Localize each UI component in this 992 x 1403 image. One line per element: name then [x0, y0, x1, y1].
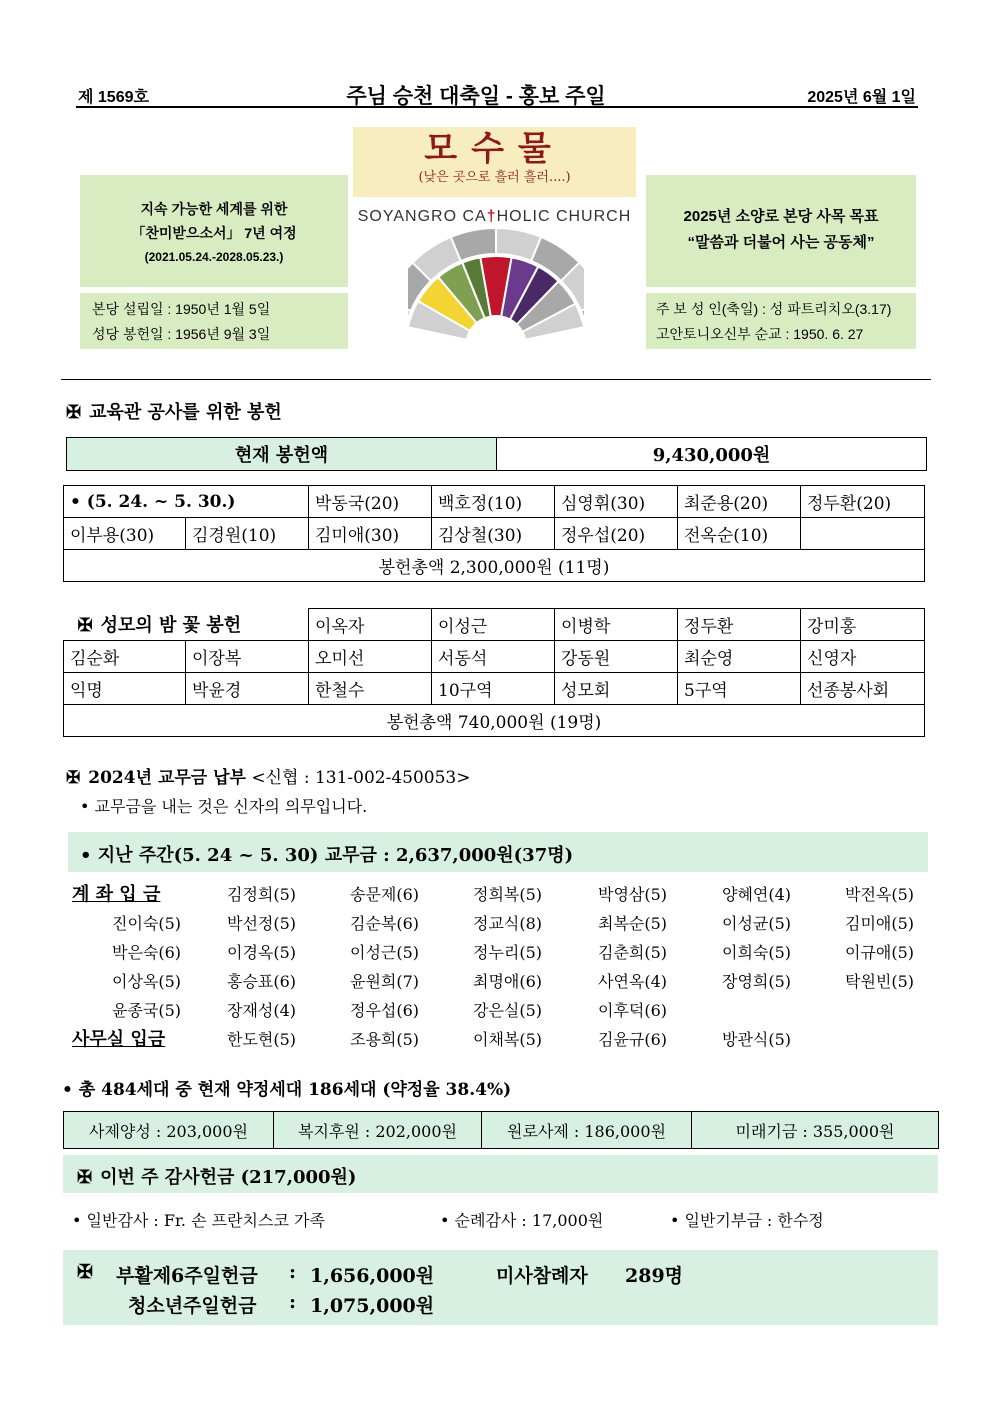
- attendance-label: 미사참례자: [496, 1265, 588, 1287]
- flower-offering-title: [64, 609, 309, 641]
- building-offering-title-text: 교육관 공사를 위한 봉헌: [89, 402, 282, 423]
- donor-cell: 김상철(30): [432, 518, 555, 550]
- colon: :: [289, 1291, 297, 1313]
- fund-priest-training: 사제양성 : 203,000원: [64, 1112, 274, 1149]
- donor-cell: 이부용(30): [64, 518, 186, 550]
- dues-name: 양혜연(4): [722, 885, 792, 904]
- thanks-item: • 순례감사 : 17,000원: [440, 1211, 604, 1230]
- donor-cell: 김순화: [64, 641, 186, 673]
- youth-offering-amount: 1,075,000원: [310, 1295, 435, 1317]
- dues-name: 박선정(5): [227, 914, 297, 933]
- bulletin-subtitle: (낮은 곳으로 흘러 흘러....): [418, 170, 571, 185]
- donor-cell: 이성근: [432, 609, 555, 641]
- offering-period: • (5. 24. ~ 5. 30.): [64, 486, 309, 518]
- laudato-si-box: [80, 175, 348, 287]
- thanks-offering-title-text: 이번 주 감사헌금 (217,000원): [100, 1167, 357, 1188]
- pastoral-goal-box: [646, 175, 916, 287]
- cross-icon: ✠: [77, 1167, 93, 1188]
- dues-name: 정누리(5): [473, 943, 543, 962]
- dues-name: 윤원희(7): [350, 972, 420, 991]
- cross-icon: ✠: [77, 1261, 93, 1283]
- dues-name: 박영삼(5): [598, 885, 668, 904]
- church-name-part1: SOYANGRO CA: [357, 208, 487, 225]
- dues-name: 장영희(5): [722, 972, 792, 991]
- dues-name: 사연옥(4): [598, 972, 668, 991]
- office-dues-name: 김윤규(6): [598, 1030, 668, 1049]
- parish-dates-box: [80, 293, 348, 349]
- office-dues-name: 방관식(5): [722, 1030, 792, 1049]
- dues-name: 최명애(6): [473, 972, 543, 991]
- dues-name: 이상옥(5): [112, 972, 182, 991]
- dues-name: 박전옥(5): [845, 885, 915, 904]
- current-offering-label: 현재 봉헌액: [67, 438, 497, 471]
- donor-cell: 이병학: [555, 609, 678, 641]
- fund-welfare: 복지후원 : 202,000원: [274, 1112, 482, 1149]
- dues-name: 이성균(5): [722, 914, 792, 933]
- building-donors-table-row2: [63, 517, 925, 582]
- donor-cell: 전옥순(10): [678, 518, 801, 550]
- issue-number: 제 1569호: [78, 89, 149, 106]
- donor-cell: 정두환: [678, 609, 801, 641]
- flower-offering-table: [63, 608, 925, 737]
- donor-cell: 백호정(10): [432, 486, 555, 518]
- dues-name: 김미애(5): [845, 914, 915, 933]
- patron-saint: 주 보 성 인(축일) : 성 파트리치오(3.17): [656, 301, 892, 317]
- flower-offering-title-text: 성모의 밤 꽃 봉헌: [100, 615, 242, 637]
- laudato-line2: 「찬미받으소서」 7년 여정: [131, 225, 297, 241]
- founding-date: 본당 설립일 : 1950년 1월 5일: [92, 301, 271, 317]
- donor-cell: 강미홍: [801, 609, 925, 641]
- donor-cell: 5구역: [678, 673, 801, 705]
- church-logo-icon: [408, 228, 584, 348]
- donor-cell: 정두환(20): [801, 486, 925, 518]
- easter6-offering-label: 부활제6주일헌금: [116, 1265, 258, 1287]
- attendance-count: 289명: [625, 1265, 684, 1287]
- fund-future: 미래기금 : 355,000원: [692, 1112, 939, 1149]
- dues-name: 강은실(5): [473, 1001, 543, 1020]
- donor-cell: 김경원(10): [186, 518, 309, 550]
- dues-name: 윤종국(5): [112, 1001, 182, 1020]
- issue-date: 2025년 6월 1일: [807, 89, 916, 106]
- current-offering-table: [66, 437, 927, 471]
- dues-name: 장재성(4): [227, 1001, 297, 1020]
- laudato-line1: 지속 가능한 세계를 위한: [140, 201, 288, 217]
- patron-box: [646, 293, 916, 349]
- youth-offering-label: 청소년주일헌금: [128, 1295, 257, 1317]
- households-summary: • 총 484세대 중 현재 약정세대 186세대 (약정율 38.4%): [62, 1080, 512, 1100]
- donor-cell: 최순영: [678, 641, 801, 673]
- donor-cell: 익명: [64, 673, 186, 705]
- dues-name: 진이숙(5): [112, 914, 182, 933]
- dues-name: 이희숙(5): [722, 943, 792, 962]
- current-offering-amount: 9,430,000원: [497, 438, 927, 471]
- dues-name: 정희복(5): [473, 885, 543, 904]
- dues-name: 김정희(5): [227, 885, 297, 904]
- thanks-item: • 일반기부금 : 한수정: [670, 1211, 824, 1230]
- church-name-part2: HOLIC CHURCH: [496, 208, 632, 225]
- donor-cell: 정우섭(20): [555, 518, 678, 550]
- donor-cell: 오미선: [309, 641, 432, 673]
- building-donors-table: [63, 485, 925, 518]
- donor-cell-empty: [801, 518, 925, 550]
- church-dues-title: [66, 763, 471, 788]
- building-offering-total: 봉헌총액 2,300,000원 (11명): [64, 550, 925, 582]
- thanks-offering-title: [63, 1155, 938, 1193]
- cross-icon: ✠: [66, 402, 82, 423]
- funds-table: [63, 1111, 939, 1149]
- church-dues-note: • 교무금을 내는 것은 신자의 의무입니다.: [80, 797, 368, 816]
- office-deposit-label: 사무실 입금: [72, 1029, 166, 1050]
- laudato-period: (2021.05.24.-2028.05.23.): [144, 250, 284, 264]
- cross-icon: †: [486, 208, 497, 225]
- building-offering-title: [66, 398, 282, 424]
- dues-name: 김순복(6): [350, 914, 420, 933]
- donor-cell: 한철수: [309, 673, 432, 705]
- dues-name: 이규애(5): [845, 943, 915, 962]
- donor-cell: 신영자: [801, 641, 925, 673]
- church-dues-title-text: 2024년 교무금 납부: [88, 768, 246, 788]
- church-name: [353, 208, 636, 226]
- dues-name: 정교식(8): [473, 914, 543, 933]
- dues-name: 이경옥(5): [227, 943, 297, 962]
- bulletin-title-box: [353, 127, 636, 197]
- dues-name: 홍승표(6): [227, 972, 297, 991]
- flower-offering-total: 봉헌총액 740,000원 (19명): [64, 705, 925, 737]
- cross-icon: ✠: [66, 768, 81, 788]
- thanks-item: • 일반감사 : Fr. 손 프란치스코 가족: [72, 1211, 325, 1230]
- donor-cell: 박윤경: [186, 673, 309, 705]
- bulletin-header: [76, 80, 918, 108]
- bulletin-title: 모수물: [424, 129, 565, 169]
- office-dues-name: 조용희(5): [350, 1030, 420, 1049]
- feast-title: 주님 승천 대축일 - 홍보 주일: [346, 85, 606, 108]
- donor-cell: 김미애(30): [309, 518, 432, 550]
- dues-name: 송문제(6): [350, 885, 420, 904]
- pastoral-goal-line2: “말씀과 더불어 사는 공동체”: [687, 234, 875, 251]
- office-dues-name: 한도현(5): [227, 1030, 297, 1049]
- martyrdom-date: 고안토니오신부 순교 : 1950. 6. 27: [656, 326, 864, 342]
- dues-name: 정우섭(6): [350, 1001, 420, 1020]
- weekly-dues-summary: • 지난 주간(5. 24 ~ 5. 30) 교무금 : 2,637,000원(37명): [68, 832, 928, 872]
- donor-cell: 최준용(20): [678, 486, 801, 518]
- donor-cell: 이옥자: [309, 609, 432, 641]
- easter6-offering-amount: 1,656,000원: [310, 1265, 435, 1287]
- donor-cell: 박동국(20): [309, 486, 432, 518]
- account-deposit-label: 계 좌 입 금: [72, 884, 161, 905]
- donor-cell: 심영휘(30): [555, 486, 678, 518]
- donor-cell: 이장복: [186, 641, 309, 673]
- dedication-date: 성당 봉헌일 : 1956년 9월 3일: [92, 326, 271, 342]
- church-dues-account: <신협 : 131-002-450053>: [251, 768, 471, 788]
- dues-name: 최복순(5): [598, 914, 668, 933]
- donor-cell: 10구역: [432, 673, 555, 705]
- pastoral-goal-line1: 2025년 소양로 본당 사목 목표: [683, 208, 879, 225]
- fund-retired-priests: 원로사제 : 186,000원: [482, 1112, 692, 1149]
- donor-cell: 서동석: [432, 641, 555, 673]
- donor-cell: 강동원: [555, 641, 678, 673]
- donor-cell: 성모회: [555, 673, 678, 705]
- dues-name: 탁원빈(5): [845, 972, 915, 991]
- office-dues-name: 이채복(5): [473, 1030, 543, 1049]
- divider: [61, 379, 931, 380]
- dues-name: 김춘희(5): [598, 943, 668, 962]
- donor-cell: 선종봉사회: [801, 673, 925, 705]
- dues-name: 박은숙(6): [112, 943, 182, 962]
- sunday-offerings-box: [63, 1250, 938, 1325]
- colon: :: [289, 1261, 297, 1283]
- cross-icon: ✠: [77, 615, 93, 637]
- dues-name: 이후덕(6): [598, 1001, 668, 1020]
- dues-name: 이성근(5): [350, 943, 420, 962]
